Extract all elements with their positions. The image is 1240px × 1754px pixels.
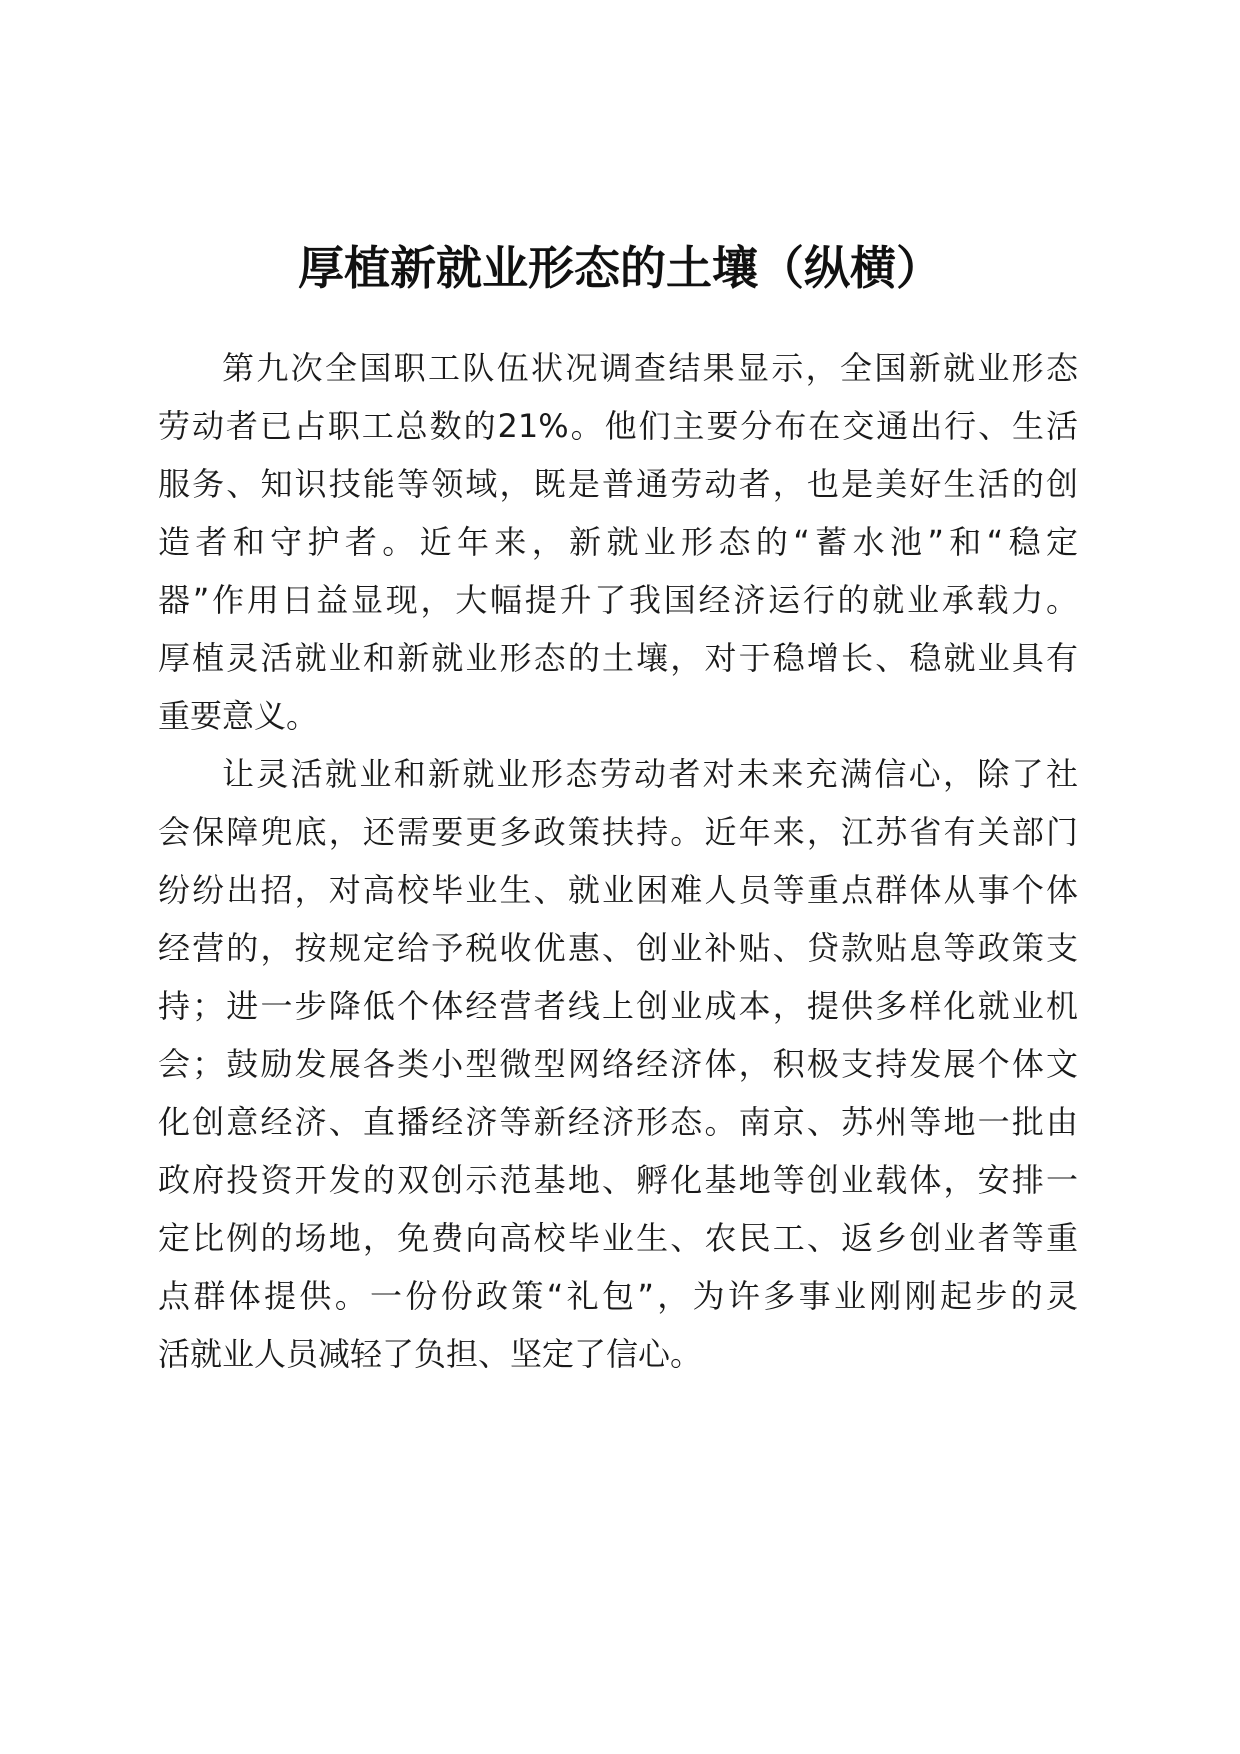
paragraph-2-line-1: 让灵活就业和新就业形态劳动者对未来充满信心，除了社: [222, 755, 1078, 793]
paragraph-2-line-8: 政府投资开发的双创示范基地、孵化基地等创业载体，安排一: [158, 1161, 1078, 1199]
paragraph-2-line-10: 点群体提供。一份份政策“礼包”，为许多事业刚刚起步的灵: [158, 1277, 1078, 1315]
paragraph-2-line-5: 持；进一步降低个体经营者线上创业成本，提供多样化就业机: [158, 987, 1078, 1025]
paragraph-1-line-3: 服务、知识技能等领域，既是普通劳动者，也是美好生活的创: [158, 465, 1078, 503]
paragraph-1-line-6: 厚植灵活就业和新就业形态的土壤，对于稳增长、稳就业具有: [158, 639, 1078, 677]
paragraph-2-line-2: 会保障兜底，还需要更多政策扶持。近年来，江苏省有关部门: [158, 813, 1078, 851]
paragraph-2-line-7: 化创意经济、直播经济等新经济形态。南京、苏州等地一批由: [158, 1103, 1078, 1141]
page-title: 厚植新就业形态的土壤（纵横）: [298, 241, 942, 295]
paragraph-1-line-2: 劳动者已占职工总数的21%。他们主要分布在交通出行、生活: [158, 407, 1078, 445]
paragraph-2-line-4: 经营的，按规定给予税收优惠、创业补贴、贷款贴息等政策支: [158, 929, 1078, 967]
paragraph-1-line-1: 第九次全国职工队伍状况调查结果显示，全国新就业形态: [222, 349, 1078, 387]
paragraph-2-line-9: 定比例的场地，免费向高校毕业生、农民工、返乡创业者等重: [158, 1219, 1078, 1257]
paragraph-2-line-11: 活就业人员减轻了负担、坚定了信心。: [158, 1335, 703, 1373]
paragraph-1-line-5: 器”作用日益显现，大幅提升了我国经济运行的就业承载力。: [158, 581, 1078, 619]
paragraph-2-line-3: 纷纷出招，对高校毕业生、就业困难人员等重点群体从事个体: [158, 871, 1078, 909]
paragraph-2-line-6: 会；鼓励发展各类小型微型网络经济体，积极支持发展个体文: [158, 1045, 1078, 1083]
paragraph-1-line-4: 造者和守护者。近年来，新就业形态的“蓄水池”和“稳定: [158, 523, 1078, 561]
paragraph-1-line-7: 重要意义。: [158, 697, 319, 735]
